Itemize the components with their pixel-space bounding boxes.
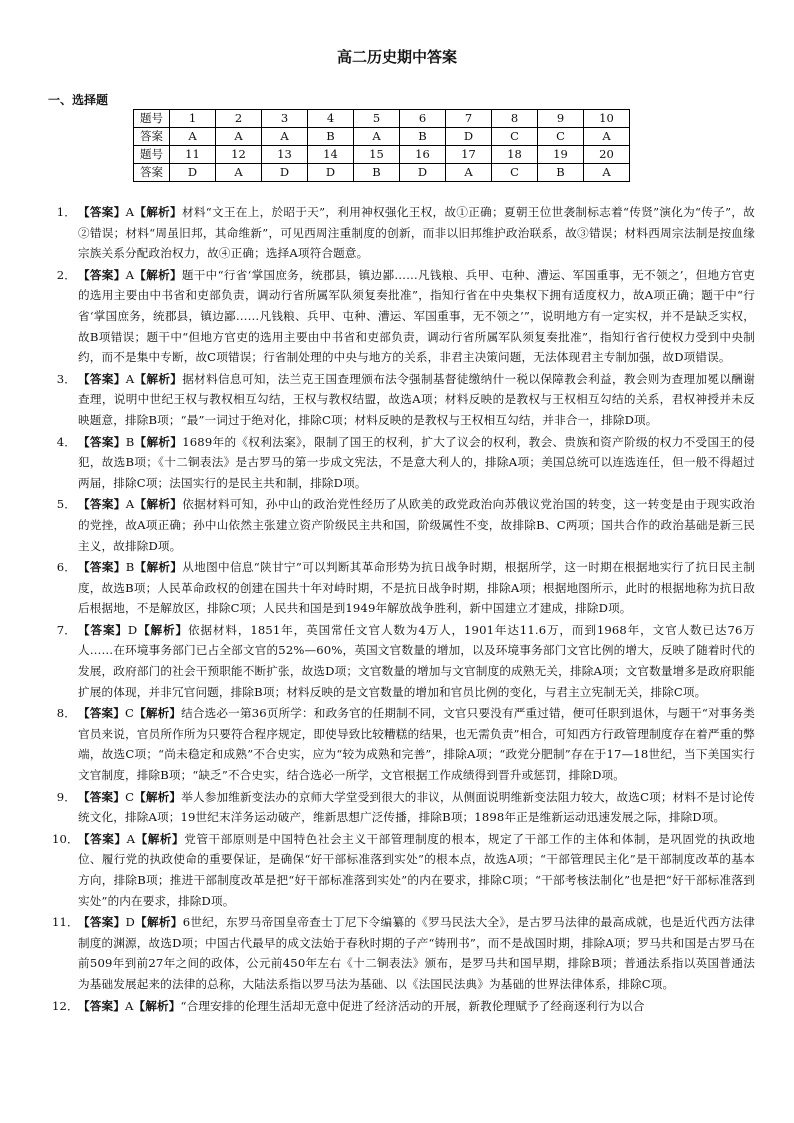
- answer-letter: A: [125, 497, 135, 512]
- analysis-tag: 【解析】: [135, 915, 183, 930]
- answer-tag: 【答案】: [78, 267, 126, 282]
- analysis-tag: 【解析】: [134, 267, 182, 282]
- answer-item: [52, 369, 755, 431]
- answer-item: [52, 787, 755, 828]
- answer-letter: B: [125, 560, 135, 575]
- answer-item: [52, 703, 755, 785]
- answer-item: [52, 829, 755, 911]
- answer-tag: 【答案】: [78, 998, 125, 1013]
- answer-tag: 【答案】: [78, 915, 126, 930]
- analysis-text: 从地图中信息“陕甘宁”可以判断其革命形势为抗日战争时期，根据所学，这一时期在根据地实行了抗日民主制度，故选B项；人民革命政权的创建在国共十年对峙时期，不是抗日战争时期，排除A项；根据地图所示，此时的根据地称为抗日敌后根据地，不是解放区，排除C项；人民共和国是到1949年解放战争胜利，新中国建立才建成，排除D项。: [78, 560, 755, 616]
- answer-tag: 【答案】: [78, 497, 126, 512]
- answer-letter: D: [125, 915, 135, 930]
- table-cell: D: [170, 164, 216, 182]
- table-cell: 10: [584, 110, 630, 128]
- analysis-text: “合理安排的伦理生活却无意中促进了经济活动的开展，新教伦理赋予了经商逐利行为以合: [180, 998, 645, 1013]
- answer-letter: D: [127, 622, 138, 637]
- table-cell: 3: [262, 110, 308, 128]
- row-header: 题号: [134, 110, 170, 128]
- table-cell: 6: [400, 110, 446, 128]
- table-cell: A: [170, 128, 216, 146]
- item-number: 3．: [56, 371, 76, 386]
- table-row: [134, 146, 630, 164]
- table-row: [134, 110, 630, 128]
- row-header: 答案: [134, 164, 170, 182]
- answer-letter: B: [125, 434, 135, 449]
- analysis-tag: 【解析】: [134, 706, 182, 721]
- answer-item: [52, 494, 755, 556]
- table-cell: A: [262, 128, 308, 146]
- answer-item: [52, 996, 755, 1017]
- answer-letter: C: [125, 706, 135, 721]
- item-number: 8．: [56, 706, 76, 721]
- item-number: 11．: [52, 915, 79, 930]
- item-number: 2．: [56, 267, 76, 282]
- analysis-text: 结合选必一第36页所学：和政务官的任期制不同，文官只要没有严重过错，便可任职到退休，与题干“对事务类官员来说，官员所作所为只要符合程序规定，即使导致比较糟糕的结果，也无需负责”相合，可知西方行政管理制度存在着严重的弊端，故选C项；“尚未稳定和成熟”不合史实，应为“较为成熟和完善”，排除A项；“政党分肥制”存在于17—18世纪，当下美国实行文官制度，排除B项；“缺乏”不合史实，结合选必一所学，文官根据工作成绩得到晋升或惩罚，排除D项。: [78, 706, 755, 783]
- table-cell: 1: [170, 110, 216, 128]
- table-cell: A: [216, 128, 262, 146]
- table-cell: A: [354, 128, 400, 146]
- item-number: 4．: [56, 434, 76, 449]
- table-cell: C: [492, 128, 538, 146]
- table-cell: 2: [216, 110, 262, 128]
- analysis-text: 1689年的《权利法案》，限制了国王的权利，扩大了议会的权利，教会、贵族和资产阶级的权力不受国王的侵犯，故选B项；《十二铜表法》是古罗马的第一步成文宪法，不是意大利人的，排除A项；美国总统可以连选连任，但一般不得超过两届，排除C项；法国实行的是民主共和制，排除D项。: [78, 434, 755, 490]
- table-cell: D: [400, 164, 446, 182]
- analysis-text: 据材料信息可知，法兰克王国查理颁布法令强制基督徒缴纳什一税以保障教会利益，教会则为查理加冕以酬谢查理，说明中世纪王权与教权相互勾结，王权与教权结盟，故选A项；材料反映的是教权与王权相互勾结的关系，君权神授并未反映题意，排除B项；“最”一词过于绝对化，排除C项；材料反映的是教权与王权相互勾结，并非合一，排除D项。: [78, 371, 755, 427]
- answer-tag: 【答案】: [78, 434, 126, 449]
- answer-tag: 【答案】: [78, 789, 126, 804]
- table-row: [134, 164, 630, 182]
- answer-tag: 【答案】: [78, 622, 128, 637]
- table-cell: 9: [538, 110, 584, 128]
- item-number: 12．: [52, 998, 79, 1013]
- table-cell: 19: [538, 146, 584, 164]
- item-number: 7．: [56, 622, 76, 637]
- table-cell: 5: [354, 110, 400, 128]
- analysis-text: 材料“文王在上，於昭于天”，利用神权强化王权，故①正确；夏朝王位世袭制标志着“传贤”演化为“传子”，故②错误；材料“周虽旧邦，其命维新”，可见西周注重制度的创新，而非以旧邦维护政治联系，故③错误；材料西周宗法制是按血缘宗族关系分配政治权力，故④正确；选择A项符合题意。: [78, 205, 755, 261]
- analysis-text: 党管干部原则是中国特色社会主义干部管理制度的根本，规定了干部工作的主体和体制，是巩固党的执政地位、履行党的执政使命的重要保证，是确保“好干部标准落到实处”的根本点，故选A项；“干部管理民主化”是干部制度改革的基本方向，排除B项；推进干部制度改革是把“好干部标准落到实处”的内在要求，排除C项；“干部考核法制化”也是把“好干部标准落到实处”的内在要求，排除D项。: [78, 831, 755, 908]
- table-cell: B: [354, 164, 400, 182]
- table-cell: 13: [262, 146, 308, 164]
- answer-item: [52, 202, 755, 264]
- answer-tag: 【答案】: [78, 205, 126, 219]
- analysis-tag: 【解析】: [133, 998, 181, 1013]
- item-number: 5．: [56, 497, 76, 512]
- answer-letter: A: [125, 205, 135, 219]
- table-cell: 7: [446, 110, 492, 128]
- analysis-text: 6世纪，东罗马帝国皇帝查士丁尼下令编纂的《罗马民法大全》，是古罗马法律的最高成就，也是近代西方法律制度的渊源，故选D项；中国古代最早的成文法始于春秋时期的子产“铸刑书”，而不是战国时期，排除A项；罗马共和国是古罗马在前509年到前27年之间的政体，公元前450年左右《十二铜表法》颁布，是罗马共和国早期，排除B项；普通法系指以英国普通法为基础发展起来的法律的总称，大陆法系指以罗马法为基础、以《法国民法典》为基础的世界法律体系，排除C项。: [78, 915, 755, 991]
- answer-tag: 【答案】: [78, 560, 126, 575]
- analysis-tag: 【解析】: [134, 434, 183, 449]
- item-number: 9．: [56, 789, 76, 804]
- answer-tag: 【答案】: [78, 831, 127, 846]
- analysis-tag: 【解析】: [135, 831, 185, 846]
- table-cell: B: [400, 128, 446, 146]
- table-cell: 18: [492, 146, 538, 164]
- answer-item: [52, 620, 755, 702]
- answer-letter: A: [125, 267, 135, 282]
- answer-item: [52, 912, 755, 994]
- table-cell: 17: [446, 146, 492, 164]
- answer-tag: 【答案】: [78, 706, 126, 721]
- row-header: 答案: [134, 128, 170, 146]
- analysis-text: 题干中“行省‘掌国庶务，统郡县，镇边鄙……凡钱粮、兵甲、屯种、漕运、军国重事，无不领之’，但地方官吏的选用主要由中书省和吏部负责，调动行省所属军队须复奏批准”，指知行省在中央集权下拥有适度权力，故A项正确；题干中“行省‘掌国庶务，统郡县，镇边鄙……凡钱粮、兵甲、屯种、漕运、军国重事，无不领之’”，说明地方有一定实权，并不是缺乏实权，故B项错误；题干中“但地方官吏的选用主要由中书省和吏部负责，调动行省所属军队须复奏批准”，指知行省行使权力受到中央制约，而不是集中专断，故C项错误；行省制处理的中央与地方的关系，非君主决策问题，无法体现君主专制加强，故D项错误。: [78, 267, 755, 365]
- table-cell: A: [584, 164, 630, 182]
- item-number: 10．: [52, 831, 79, 846]
- analysis-tag: 【解析】: [134, 205, 182, 219]
- answer-letter: A: [124, 998, 134, 1013]
- section-heading: 一、选择题: [48, 93, 109, 107]
- table-cell: B: [538, 164, 584, 182]
- table-cell: D: [308, 164, 354, 182]
- table-cell: 14: [308, 146, 354, 164]
- analysis-tag: 【解析】: [134, 789, 182, 804]
- page-title: 高二历史期中答案: [336, 48, 457, 66]
- table-cell: 4: [308, 110, 354, 128]
- table-cell: D: [262, 164, 308, 182]
- item-number: 6．: [56, 560, 76, 575]
- answer-item: [52, 557, 755, 619]
- table-cell: 8: [492, 110, 538, 128]
- analysis-tag: 【解析】: [134, 497, 183, 512]
- table-cell: C: [538, 128, 584, 146]
- answer-letter: A: [126, 831, 136, 846]
- answer-item: [52, 432, 755, 494]
- table-cell: A: [584, 128, 630, 146]
- answer-table: [133, 109, 630, 182]
- answer-letter: A: [125, 371, 135, 386]
- answer-explanations: [52, 202, 755, 1017]
- table-cell: 11: [170, 146, 216, 164]
- answer-letter: C: [125, 789, 135, 804]
- analysis-tag: 【解析】: [134, 371, 183, 386]
- table-cell: 16: [400, 146, 446, 164]
- analysis-text: 依据材料可知，孙中山的政治党性经历了从欧美的政党政治向苏俄议党治国的转变，这一转变是由于现实政治的党挫，故A项正确；孙中山依然主张建立资产阶级民主共和国，阶级属性不变，故排除B、C两项；国共合作的政治基础是新三民主义，故排除D项。: [78, 497, 755, 553]
- table-cell: B: [308, 128, 354, 146]
- analysis-text: 举人参加维新变法办的京师大学堂受到很大的非议，从侧面说明维新变法阻力较大，故选C项；材料不是讨论传统文化，排除A项；19世纪末洋务运动破产，维新思想广泛传播，排除B项；1898年正是维新运动迅速发展之际，排除D项。: [78, 789, 755, 825]
- table-cell: C: [492, 164, 538, 182]
- table-cell: 12: [216, 146, 262, 164]
- table-cell: A: [216, 164, 262, 182]
- table-cell: 15: [354, 146, 400, 164]
- row-header: 题号: [134, 146, 170, 164]
- analysis-tag: 【解析】: [137, 622, 188, 637]
- table-cell: 20: [584, 146, 630, 164]
- analysis-text: 依据材料，1851年，英国常任文官人数为4万人，1901年达11.6万，而到1968年，文官人数已达76万人……在环境事务部门已占全部文官的52%—60%，英国文官数量的增加，以及环境事务部门文官比例的增大，反映了随着时代的发展，政府部门的社会干预职能不断扩张，故选D项；文官数量的增加与文官制度的成熟无关，排除A项；文官数量增多是政府职能扩展的体现，并非冗官问题，排除B项；材料反映的是文官数量的增加和官员比例的变化，与君主立宪制无关，排除C项。: [78, 622, 755, 699]
- analysis-tag: 【解析】: [134, 560, 183, 575]
- item-number: 1．: [56, 205, 76, 219]
- table-cell: D: [446, 128, 492, 146]
- answer-tag: 【答案】: [78, 371, 126, 386]
- table-row: [134, 128, 630, 146]
- answer-item: [52, 265, 755, 368]
- table-cell: A: [446, 164, 492, 182]
